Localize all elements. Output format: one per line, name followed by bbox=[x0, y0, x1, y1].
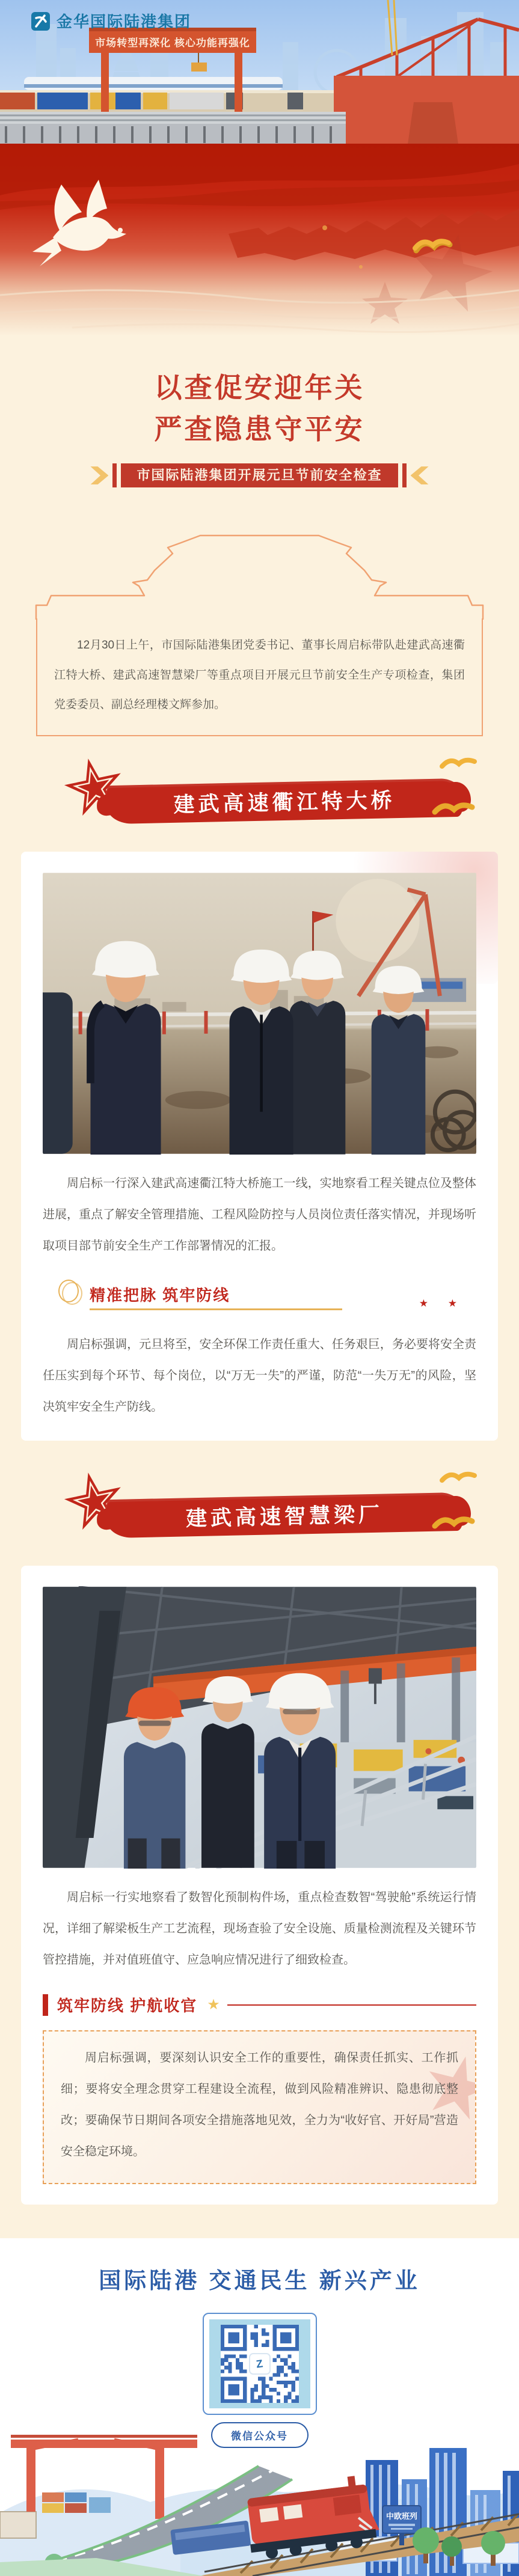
footer-slogan: 国际陆港 交通民生 新兴产业 bbox=[99, 2268, 420, 2294]
highlight-paragraph: 周启标强调，要深刻认识安全工作的重要性，确保责任抓实、工作抓细；要将安全理念贯穿工程建设全流程，做到风险精准辨识、隐患彻底整改；要确保节日期间各项安全措施落地见效，全力为“收好官、开好局”营造安全稳定环境。 bbox=[61, 2051, 458, 2159]
banner-edge bbox=[112, 463, 117, 487]
page-title-line2: 严查隐患守平安 bbox=[154, 414, 365, 445]
star-icon: ★ ★ bbox=[419, 1298, 465, 1310]
section2-heading: 建武高速智慧梁厂 bbox=[185, 1503, 383, 1531]
subtitle-banner bbox=[0, 463, 519, 487]
city-train-illustration bbox=[0, 2435, 519, 2576]
pavilion-roof-outline bbox=[21, 517, 498, 620]
photo-bridge-site[interactable] bbox=[43, 872, 476, 1155]
section1-heading: 建武高速衢江特大桥 bbox=[173, 789, 396, 817]
brush-banner bbox=[105, 1492, 464, 1538]
section1-paragraph1: 周启标一行深入建武高速衢江特大桥施工一线，实地察看工程关键点位及整体进展，重点了解安全管理措施、工程风险防控与人员岗位责任落实情况，并现场听取项目部节前安全生产工作部署情况的汇报。 bbox=[43, 1177, 476, 1253]
bottom-illustration bbox=[0, 2435, 519, 2576]
gold-underline bbox=[90, 1308, 342, 1310]
red-ribbon-banner bbox=[0, 144, 519, 336]
chevron-left-icon bbox=[411, 466, 429, 484]
photo-beam-factory[interactable] bbox=[43, 1586, 476, 1869]
svg-text:中欧班列: 中欧班列 bbox=[385, 2512, 418, 2521]
section2-paragraph1: 周启标一行实地察看了数智化预制构件场，重点检查数智“驾驶舱”系统运行情况，详细了解梁板生产工艺流程，现场查验了安全设施、质量检测流程及关键环节管控措施，并对值班值守、应急响应情况进行了细致检查。 bbox=[43, 1891, 476, 1967]
gantry-slogan: 市场转型再深化 核心功能再强化 bbox=[95, 37, 250, 49]
hero-banner bbox=[0, 0, 519, 144]
factory-section-card bbox=[21, 1566, 498, 2205]
bridge-section-card bbox=[21, 852, 498, 1441]
section1-paragraph2: 周启标强调，元旦将至，安全环保工作责任重大、任务艰巨，务必要将安全责任压实到每个环节、每个岗位，以“万无一失”的严谨，防范“一失万无”的风险，坚决筑牢安全生产防线。 bbox=[43, 1338, 476, 1414]
brush-banner bbox=[105, 778, 464, 824]
subtitle-text: 市国际陆港集团开展元旦节前安全检查 bbox=[121, 463, 398, 487]
qr-center-logo: Z bbox=[249, 2353, 271, 2375]
subheading2-text: 筑牢防线 护航收官 bbox=[57, 1997, 198, 2015]
section-header-factory bbox=[52, 1472, 467, 1539]
wechat-account-label: 微信公众号 bbox=[211, 2422, 309, 2448]
red-line-decor bbox=[227, 2004, 476, 2006]
red-bar-decor bbox=[43, 1994, 48, 2016]
ring-icon bbox=[62, 1282, 82, 1305]
subheading-1 bbox=[58, 1282, 476, 1316]
qr-code bbox=[203, 2313, 317, 2415]
subheading-2 bbox=[43, 1994, 476, 2016]
highlight-box bbox=[43, 2030, 476, 2184]
section-header-bridge bbox=[52, 758, 467, 825]
title-block bbox=[0, 336, 519, 517]
port-illustration bbox=[0, 0, 519, 144]
subheading1-text: 精准把脉 筑牢防线 bbox=[90, 1286, 230, 1305]
bird-icon bbox=[424, 754, 478, 826]
intro-box bbox=[21, 517, 498, 736]
banner-edge bbox=[402, 463, 407, 487]
chevron-right-icon bbox=[90, 466, 108, 484]
bird-icon bbox=[424, 1468, 478, 1540]
star-icon: ★ bbox=[207, 1997, 220, 2013]
footer bbox=[0, 2238, 519, 2448]
page-title-line1: 以查促安迎年关 bbox=[154, 372, 365, 403]
org-logo-text: 金华国际陆港集团 bbox=[57, 13, 192, 31]
intro-paragraph: 12月30日上午，市国际陆港集团党委书记、董事长周启标带队赴建武高速衢江特大桥、建武高速智慧梁厂等重点项目开展元旦节前安全生产专项检查，集团党委委员、副总经理楼文辉参加。 bbox=[54, 639, 465, 711]
ribbon-illustration bbox=[0, 144, 519, 336]
